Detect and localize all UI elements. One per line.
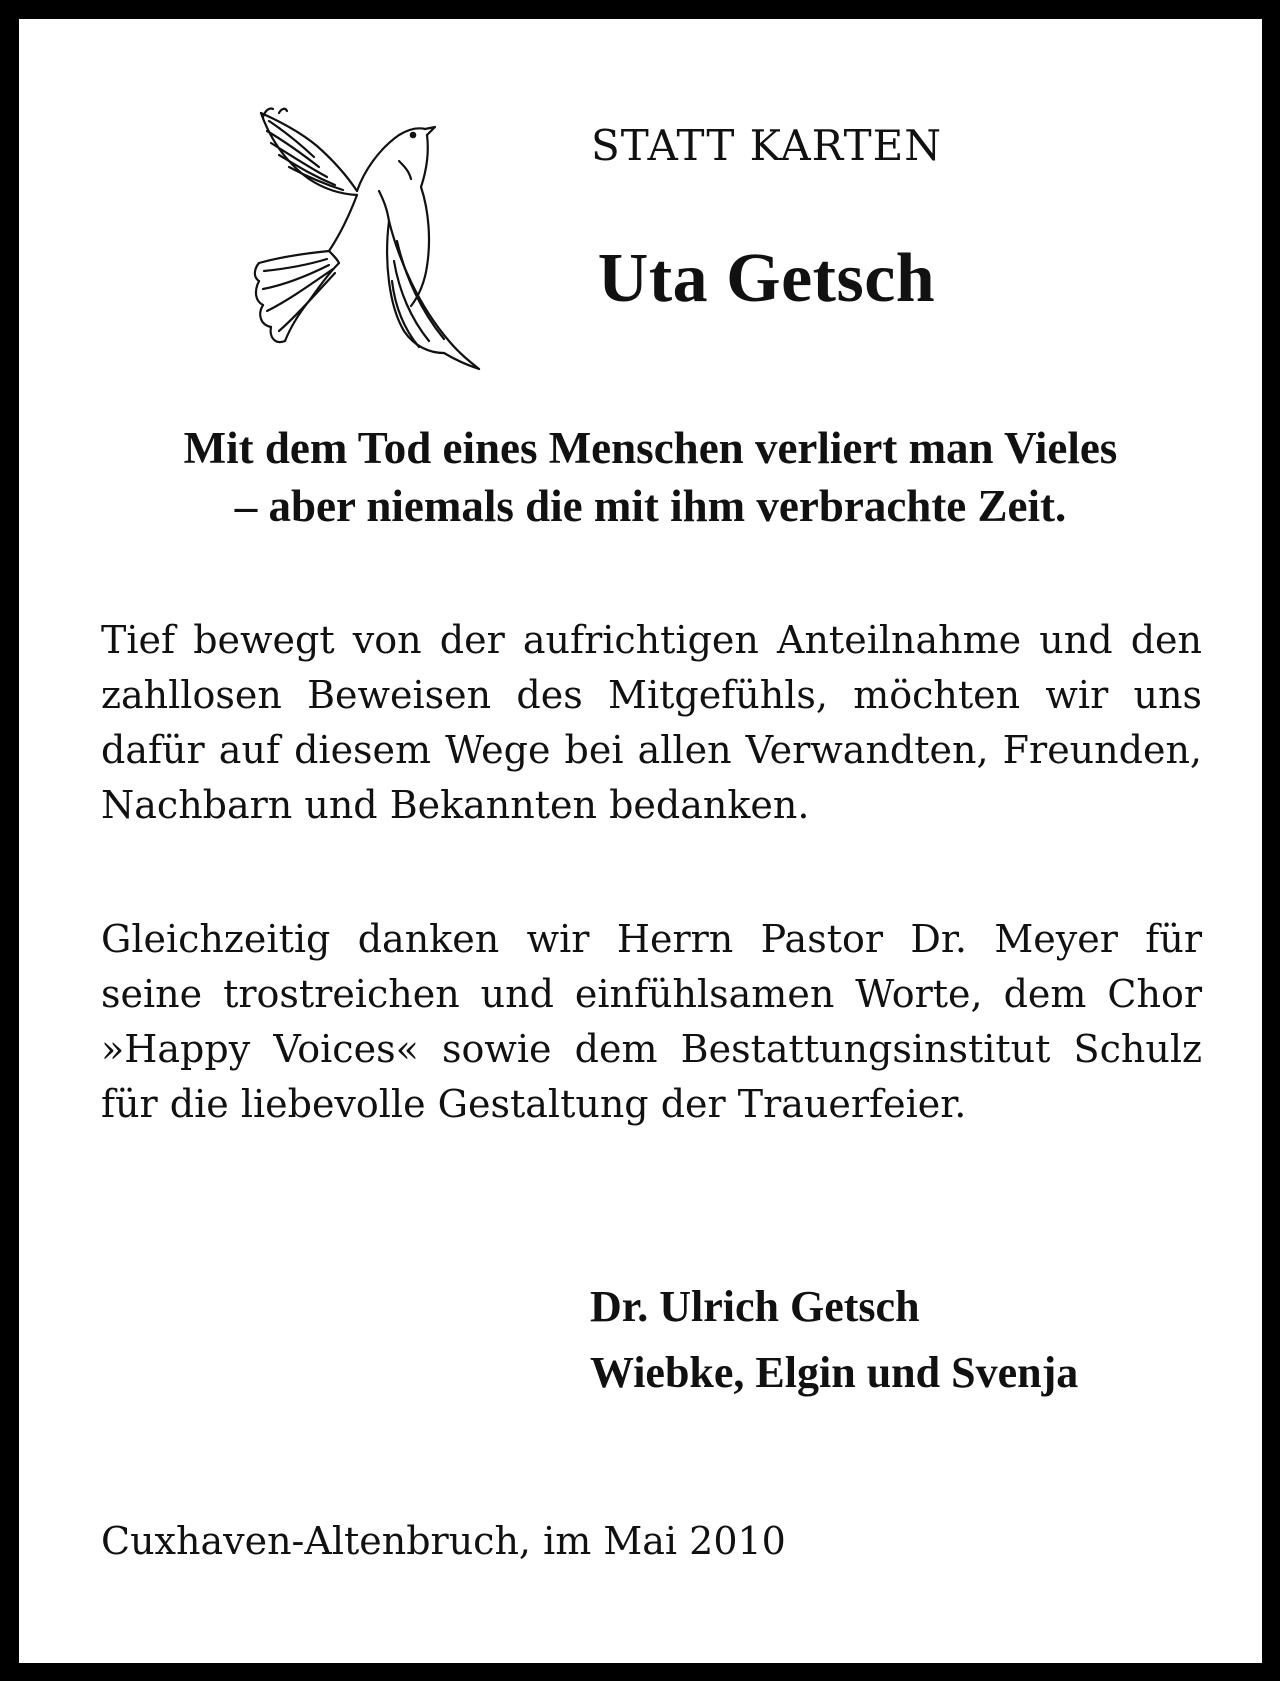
dove-icon bbox=[239, 91, 499, 381]
memorial-quote bbox=[99, 419, 1202, 535]
signature-line-2: Wiebke, Elgin und Svenja bbox=[590, 1348, 1079, 1397]
signature-line-1: Dr. Ulrich Getsch bbox=[590, 1282, 920, 1331]
quote-line-1: Mit dem Tod eines Menschen verliert man Vieles bbox=[183, 423, 1118, 473]
place-and-date: Cuxhaven-Altenbruch, im Mai 2010 bbox=[101, 1519, 786, 1563]
thanks-paragraph-2: Gleichzeitig danken wir Herrn Pastor Dr. Meyer für seine trostreichen und einfühlsamen Worte, dem Chor »Happy Voices« sowie dem Bestattungsinstitut Schulz für die liebevolle Gestaltung der Trauerfeier. bbox=[101, 917, 1202, 1126]
statt-karten-heading: STATT KARTEN bbox=[591, 121, 942, 170]
quote-line-2: – aber niemals die mit ihm verbrachte Zeit. bbox=[234, 481, 1067, 531]
obituary-card bbox=[19, 19, 1262, 1663]
thanks-paragraph-1: Tief bewegt von der aufrichtigen Anteilnahme und den zahllosen Beweisen des Mitgefühls, möchten wir uns dafür auf diesem Wege bei allen Verwandten, Freunden, Nachbarn und Bekannten bedanken. bbox=[101, 618, 1202, 827]
deceased-name: Uta Getsch bbox=[597, 240, 936, 317]
